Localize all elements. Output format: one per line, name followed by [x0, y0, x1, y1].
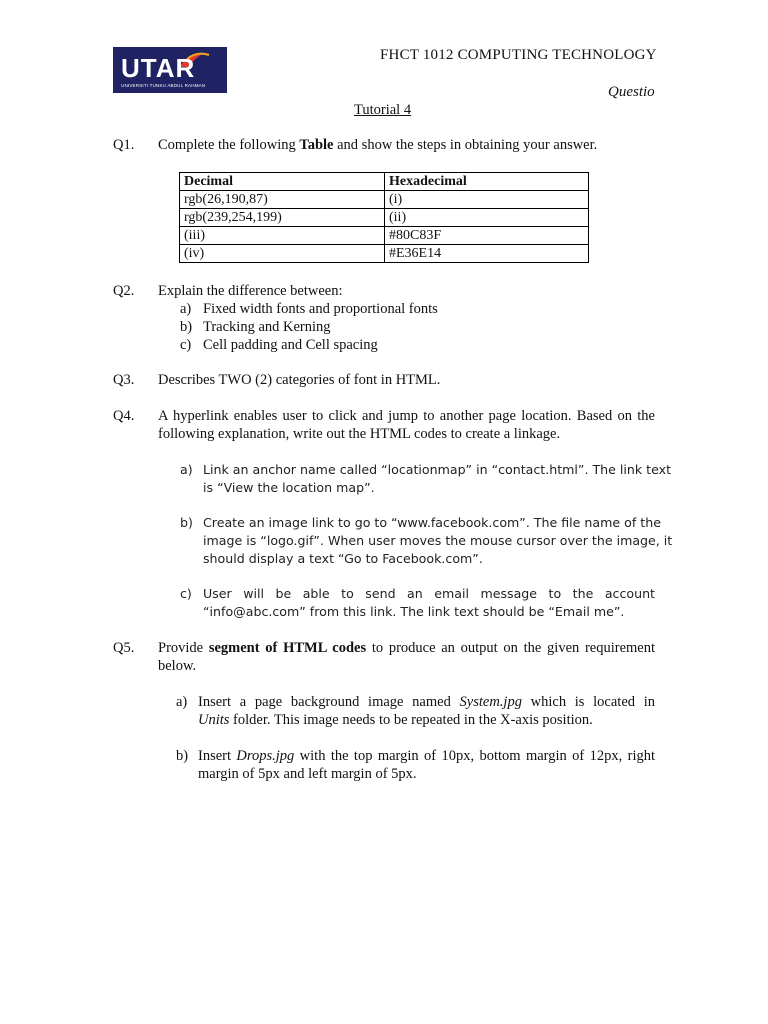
q2-item-label: c) [180, 337, 192, 353]
q2-item-text: Tracking and Kerning [203, 319, 331, 335]
q4-text-line: following explanation, write out the HTML codes to create a linkage. [158, 426, 561, 442]
q4c-text-line: User will be able to send an email message to the account [203, 586, 655, 601]
q2-item-text: Fixed width fonts and proportional fonts [203, 301, 438, 317]
q4-text-line: A hyperlink enables user to click and jump to another page location. Based on the [158, 408, 655, 424]
questio-label: Questio [608, 84, 655, 100]
table-cell: rgb(26,190,87) [180, 191, 385, 209]
tutorial-title: Tutorial 4 [354, 102, 412, 118]
table-cell: (iii) [180, 227, 385, 245]
utar-logo [113, 47, 227, 93]
q4b-label: b) [180, 515, 193, 530]
q4c-label: c) [180, 586, 192, 601]
q5a-text-line: Insert a page background image named System.jpg which is located in [198, 694, 655, 710]
logo-text: UTAR [121, 53, 196, 83]
q5b-text-line: Insert Drops.jpg with the top margin of 10px, bottom margin of 12px, right [198, 748, 655, 764]
q5-text-line: Provide segment of HTML codes to produce an output on the given requirement [158, 640, 656, 656]
table-cell: (i) [385, 191, 589, 209]
q2-text: Explain the difference between: [158, 283, 343, 299]
q2-item-label: a) [180, 301, 192, 317]
table-row [180, 227, 589, 245]
q5-text-line: below. [158, 658, 197, 674]
table-header-cell: Hexadecimal [385, 173, 589, 191]
q4b-text-line: should display a text “Go to Facebook.com”. [203, 551, 483, 566]
q5b-text-line: margin of 5px and left margin of 5px. [198, 766, 417, 782]
q4a-label: a) [180, 462, 193, 477]
table-cell: #80C83F [385, 227, 589, 245]
table-cell: (ii) [385, 209, 589, 227]
q4b-text-line: Create an image link to go to “www.facebook.com”. The file name of the [203, 515, 661, 530]
q2-item-label: b) [180, 319, 193, 335]
table-header-cell: Decimal [180, 173, 385, 191]
q5a-text-line: Units folder. This image needs to be repeated in the X-axis position. [198, 712, 593, 728]
q5-number: Q5. [113, 640, 135, 656]
table-cell: (iv) [180, 245, 385, 263]
course-title: FHCT 1012 COMPUTING TECHNOLOGY [380, 47, 657, 63]
q4a-text-line: Link an anchor name called “locationmap” in “contact.html”. The link text [203, 462, 672, 477]
q4-number: Q4. [113, 408, 135, 424]
q5b-label: b) [176, 748, 189, 764]
table-cell: rgb(239,254,199) [180, 209, 385, 227]
q3-number: Q3. [113, 372, 135, 388]
q3-text: Describes TWO (2) categories of font in HTML. [158, 372, 441, 388]
table-header-row [180, 173, 589, 191]
q2-number: Q2. [113, 283, 135, 299]
q5a-label: a) [176, 694, 188, 710]
conversion-table [179, 172, 589, 263]
q1-number: Q1. [113, 137, 135, 153]
q1-text: Complete the following Table and show the steps in obtaining your answer. [158, 137, 598, 153]
table-row [180, 245, 589, 263]
table-cell: #E36E14 [385, 245, 589, 263]
q4a-text-line: is “View the location map”. [203, 480, 375, 495]
q4b-text-line: image is “logo.gif”. When user moves the mouse cursor over the image, it [203, 533, 673, 548]
table-row [180, 209, 589, 227]
q2-item-text: Cell padding and Cell spacing [203, 337, 378, 353]
table-row [180, 191, 589, 209]
logo-subtitle: UNIVERSITI TUNKU ABDUL RAHMAN [121, 83, 206, 88]
q4c-text-line: “info@abc.com” from this link. The link text should be “Email me”. [203, 604, 625, 619]
